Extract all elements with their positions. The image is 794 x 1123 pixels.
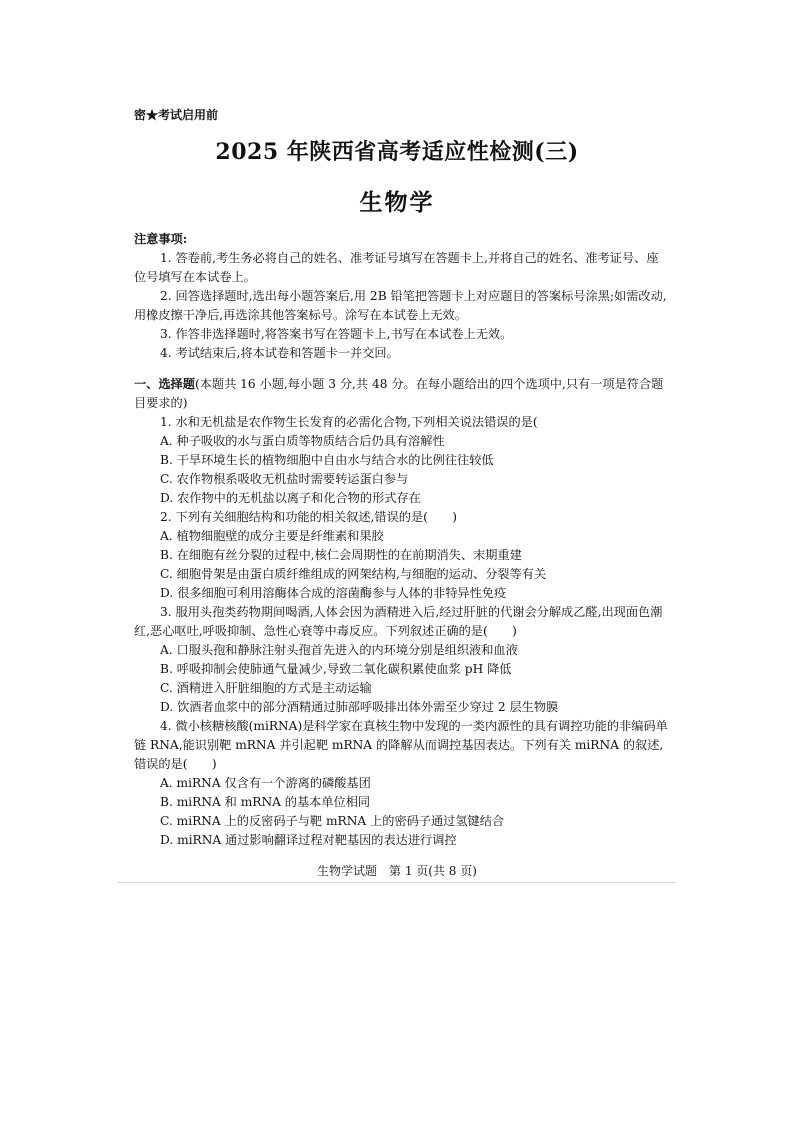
- section-description: (本题共 16 小题,每小题 3 分,共 48 分。在每小题给出的四个选项中,只有一项是符合题目要求的): [134, 377, 664, 410]
- note-item: 1. 答卷前,考生务必将自己的姓名、准考证号填写在答题卡上,并将自己的姓名、准考证号、座位号填写在本试卷上。: [134, 251, 659, 284]
- question-stem: 1. 水和无机盐是农作物生长发育的必需化合物,下列相关说法错误的是(: [160, 415, 538, 429]
- exam-content: [134, 230, 669, 850]
- question-option: A. 口服头孢和静脉注射头孢首先进入的内环境分别是组织液和血液: [160, 643, 518, 657]
- confidential-mark: 密★考试启用前: [134, 108, 219, 122]
- question-option: C. miRNA 上的反密码子与靶 mRNA 上的密码子通过氢键结合: [160, 814, 505, 828]
- question-stem: 2. 下列有关细胞结构和功能的相关叙述,错误的是( ): [160, 510, 458, 524]
- question-option: B. 呼吸抑制会使肺通气量减少,导致二氧化碳积累使血浆 pH 降低: [160, 662, 512, 676]
- question-stem: 3. 服用头孢类药物期间喝酒,人体会因为酒精进入后,经过肝脏的代谢会分解成乙醛,出现面色潮红,恶心呕吐,呼吸抑制、急性心衰等中毒反应。下列叙述正确的是( ): [134, 605, 663, 638]
- question-stem: 4. 微小核糖核酸(miRNA)是科学家在真核生物中发现的一类内源性的具有调控功能的非编码单链 RNA,能识别靶 mRNA 并引起靶 mRNA 的降解从而调控基因表达。下列有关 miRNA 的叙述,错误的是( ): [134, 719, 668, 771]
- question-option: B. miRNA 和 mRNA 的基本单位相同: [160, 795, 371, 809]
- note-item: 4. 考试结束后,将本试卷和答题卡一并交回。: [160, 346, 399, 360]
- note-item: 3. 作答非选择题时,将答案书写在答题卡上,书写在本试卷上无效。: [160, 327, 513, 341]
- footer-divider: [118, 882, 676, 883]
- question-option: C. 酒精进入肝脏细胞的方式是主动运输: [160, 681, 372, 695]
- section-heading: [134, 375, 669, 413]
- note-item: 2. 回答选择题时,选出每小题答案后,用 2B 铅笔把答题卡上对应题目的答案标号涂黑;如需改动,用橡皮擦干净后,再选涂其他答案标号。涂写在本试卷上无效。: [134, 289, 667, 322]
- page-footer: 生物学试题 第 1 页(共 8 页): [317, 864, 477, 878]
- section-title: 一、选择题: [134, 377, 195, 391]
- question-option: B. 在细胞有丝分裂的过程中,核仁会周期性的在前期消失、末期重建: [160, 548, 522, 562]
- question-option: A. 植物细胞壁的成分主要是纤维素和果胶: [160, 529, 384, 543]
- question-option: C. 农作物根系吸收无机盐时需要转运蛋白参与: [160, 472, 409, 486]
- notes-heading: 注意事项:: [134, 232, 188, 246]
- question-option: D. 饮酒者血浆中的部分酒精通过肺部呼吸排出体外需至少穿过 2 层生物膜: [160, 700, 559, 714]
- question-option: C. 细胞骨架是由蛋白质纤维组成的网架结构,与细胞的运动、分裂等有关: [160, 567, 547, 581]
- question-option: A. miRNA 仅含有一个游离的磷酸基团: [160, 776, 371, 790]
- question-option: D. 农作物中的无机盐以离子和化合物的形式存在: [160, 491, 421, 505]
- question-option: B. 干旱环境生长的植物细胞中自由水与结合水的比例往往较低: [160, 453, 494, 467]
- exam-title: 2025 年陕西省高考适应性检测(三): [215, 139, 579, 165]
- question-option: D. miRNA 通过影响翻译过程对靶基因的表达进行调控: [160, 833, 457, 847]
- subject-title: 生物学: [359, 189, 435, 216]
- question-option: A. 种子吸收的水与蛋白质等物质结合后仍具有溶解性: [160, 434, 445, 448]
- question-option: D. 很多细胞可利用溶酶体合成的溶菌酶参与人体的非特异性免疫: [160, 586, 507, 600]
